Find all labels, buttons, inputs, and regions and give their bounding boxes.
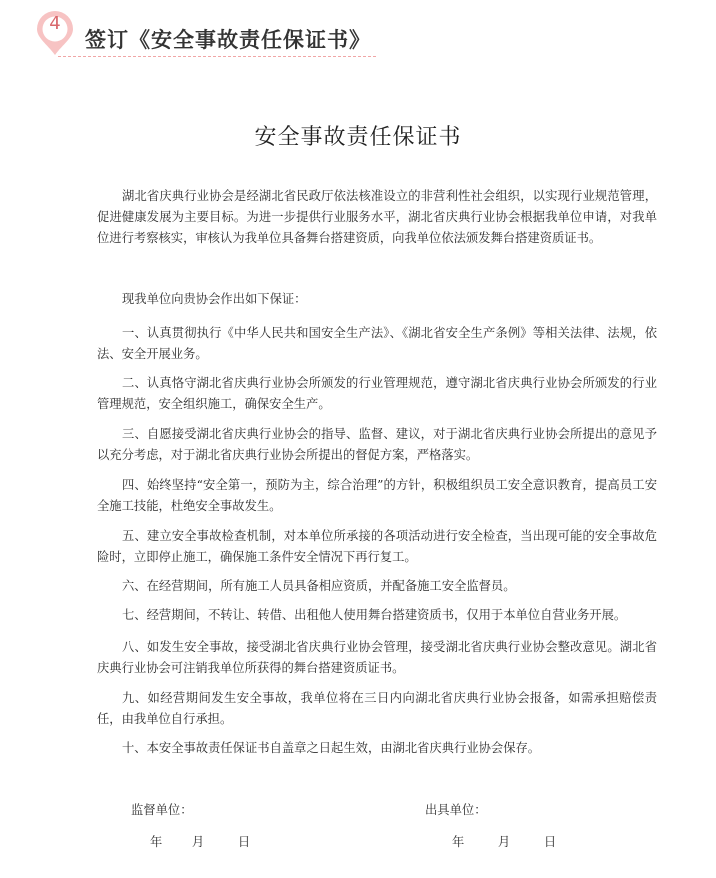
date-month: 月 (191, 835, 205, 849)
issuing-unit-label: 出具单位： (425, 803, 487, 817)
step-number: 4 (49, 13, 61, 34)
paragraph-clause-5: 五、建立安全事故检查机制，对本单位所承接的各项活动进行安全检查，当出现可能的安全事故危险时，立即停止施工，确保施工条件安全情况下再行复工。 (97, 529, 657, 564)
paragraph-clause-3: 三、自愿接受湖北省庆典行业协会的指导、监督、建议，对于湖北省庆典行业协会所提出的意见予以充分考虑，对于湖北省庆典行业协会所提出的督促方案，严格落实。 (97, 427, 657, 462)
heading-divider (58, 56, 376, 57)
paragraph-pledge-lead: 现我单位向贵协会作出如下保证： (122, 292, 307, 306)
paragraph-clause-8: 八、如发生安全事故，接受湖北省庆典行业协会管理，接受湖北省庆典行业协会整改意见。湖北省庆典行业协会可注销我单位所获得的舞台搭建资质证书。 (97, 640, 657, 675)
paragraph-clause-4: 四、始终坚持“安全第一，预防为主，综合治理”的方针，积极组织员工安全意识教育，提高员工安全施工技能，杜绝安全事故发生。 (97, 478, 657, 513)
paragraph-clause-10: 十、本安全事故责任保证书自盖章之日起生效，由湖北省庆典行业协会保存。 (122, 741, 541, 755)
date-day: 日 (543, 835, 557, 849)
supervising-unit-label: 监督单位： (131, 803, 193, 817)
paragraph-intro: 湖北省庆典行业协会是经湖北省民政厅依法核准设立的非营利性社会组织，以实现行业规范管理，促进健康发展为主要目标。为进一步提供行业服务水平，湖北省庆典行业协会根据我单位申请，对我单位进行考察核实，审核认为我单位具备舞台搭建资质，向我单位依法颁发舞台搭建资质证书。 (97, 189, 657, 245)
paragraph-clause-1: 一、认真贯彻执行《中华人民共和国安全生产法》、《湖北省安全生产条例》等相关法律、法规，依法、安全开展业务。 (97, 326, 657, 361)
paragraph-clause-6: 六、在经营期间，所有施工人员具备相应资质，并配备施工安全监督员。 (122, 579, 516, 593)
paragraph-clause-2: 二、认真恪守湖北省庆典行业协会所颁发的行业管理规范，遵守湖北省庆典行业协会所颁发的行业管理规范，安全组织施工，确保安全生产。 (97, 376, 657, 411)
date-year: 年 (150, 835, 163, 849)
section-heading: 签订《安全事故责任保证书》 (85, 28, 371, 52)
supervising-unit-date (150, 832, 250, 850)
date-day: 日 (237, 835, 251, 849)
paragraph-clause-7: 七、经营期间，不转让、转借、出租他人使用舞台搭建资质书，仅用于本单位自营业务开展。 (122, 608, 627, 622)
document-title: 安全事故责任保证书 (254, 125, 462, 150)
paragraph-clause-9: 九、如经营期间发生安全事故，我单位将在三日内向湖北省庆典行业协会报备，如需承担赔偿责任，由我单位自行承担。 (97, 691, 657, 726)
date-month: 月 (497, 835, 511, 849)
date-year: 年 (452, 835, 465, 849)
issuing-unit-date (452, 832, 556, 850)
